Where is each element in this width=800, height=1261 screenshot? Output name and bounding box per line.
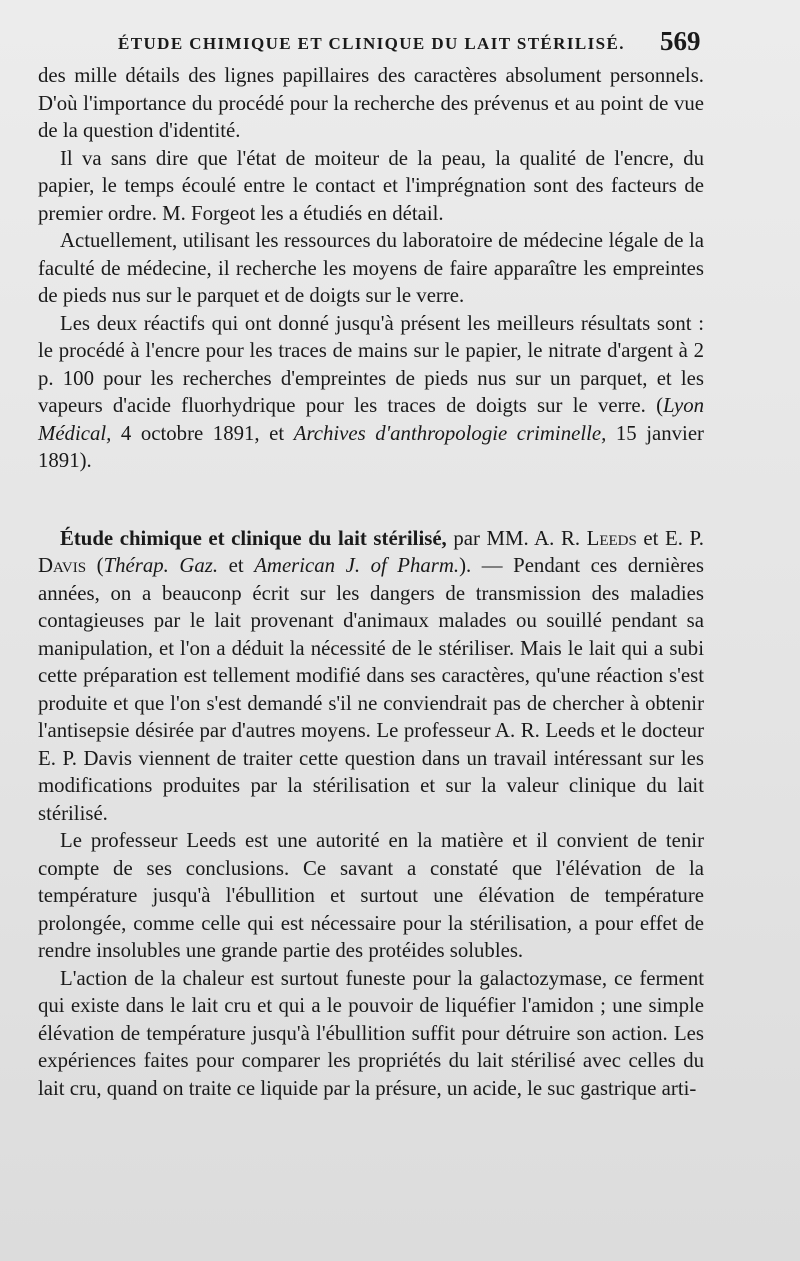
citation-lyon-medical: Lyon Médical, [38, 394, 704, 445]
author-davis: Davis [38, 554, 87, 577]
paragraph-1: des mille détails des lignes papillaires des caractères absolument personnels. D'où l'importance du procédé pour la recherche des prévenus et au point de vue de la question d'identité. [38, 64, 704, 142]
paragraph-4-text: Les deux réactifs qui ont donné jusqu'à présent les meilleurs résultats sont : le procédé à l'encre pour les traces de mains sur le papier, le nitrate d'argent à 2 p. 100 pour les recherches d'empreintes de pieds nus sur un parquet, et les vapeurs d'acide fluorhydrique pour les traces de doigts sur le verre. ( [38, 311, 704, 417]
paragraph-4 [38, 310, 704, 475]
section-text: ). — Pendant ces dernières années, on a beauconp écrit sur les dangers de transmission des maladies contagieuses par le lait provenant d'animaux malades ou souillé pendant sa manipulation, et l'on a déduit la nécessité de le stériliser. Mais le lait qui a subi cette préparation est tellement modifié dans ses caractères, qu'une réaction s'est produite et que l'on s'est demandé s'il ne conviendrait pas de chercher à obtenir l'antisepsie désirée par d'autres moyens. Le professeur A. R. Leeds et le docteur E. P. Davis viennent de traiter cette question dans un travail intéressant sur les modifications produites par la stérilisation et sur la valeur clinique du lait stérilisé. [38, 554, 704, 825]
citation-date-1: 4 octobre 1891, et [111, 421, 294, 445]
page-body [38, 62, 704, 1102]
running-title: ÉTUDE CHIMIQUE ET CLINIQUE DU LAIT STÉRILISÉ. [118, 34, 625, 53]
paragraph-7: L'action de la chaleur est surtout funeste pour la galactozymase, ce ferment qui existe dans le lait cru et qui a le pouvoir de liquéfier l'amidon ; une simple élévation de température jusqu'à l'ébullition suffit pour détruire son action. Les expériences faites pour comparer les propriétés du lait stérilisé avec celles du lait cru, quand on traite ce liquide par la présure, un acide, le suc gastrique arti- [38, 966, 704, 1100]
paragraph-3: Actuellement, utilisant les ressources du laboratoire de médecine légale de la faculté de médecine, il recherche les moyens de faire apparaître les empreintes de pieds nus sur le parquet et de doigts sur le verre. [38, 229, 704, 307]
citation-date-2: 15 janvier 1891). [38, 421, 704, 472]
author-leeds: Leeds [586, 526, 637, 550]
byline-and: et E. P. [636, 526, 704, 550]
journal-therap-gaz: Thérap. Gaz. [103, 554, 219, 577]
journal-et: et [218, 554, 255, 577]
journal-american-pharm: American J. of Pharm. [254, 554, 460, 577]
paren-open: ( [86, 554, 104, 577]
citation-archives: Archives d'anthropologie criminelle, [293, 421, 607, 445]
section-title: Étude chimique et clinique du lait stérilisé, [60, 526, 447, 550]
section-leeds-davis [38, 525, 704, 828]
byline-prefix: par MM. A. R. [446, 526, 587, 550]
page-number: 569 [660, 26, 701, 56]
paragraph-2: Il va sans dire que l'état de moiteur de la peau, la qualité de l'encre, du papier, le temps écoulé entre le contact et l'imprégnation sont des facteurs de premier ordre. M. Forgeot les a étudiés en détail. [38, 146, 704, 225]
paragraph-6: Le professeur Leeds est une autorité en la matière et il convient de tenir compte de ses conclusions. Ce savant a constaté que l'élévation de la température jusqu'à l'ébullition et surtout une élévation de température prolongée, comme celle qui est nécessaire pour la stérilisation, a pour effet de rendre insolubles une grande partie des protéides solubles. [38, 829, 704, 962]
